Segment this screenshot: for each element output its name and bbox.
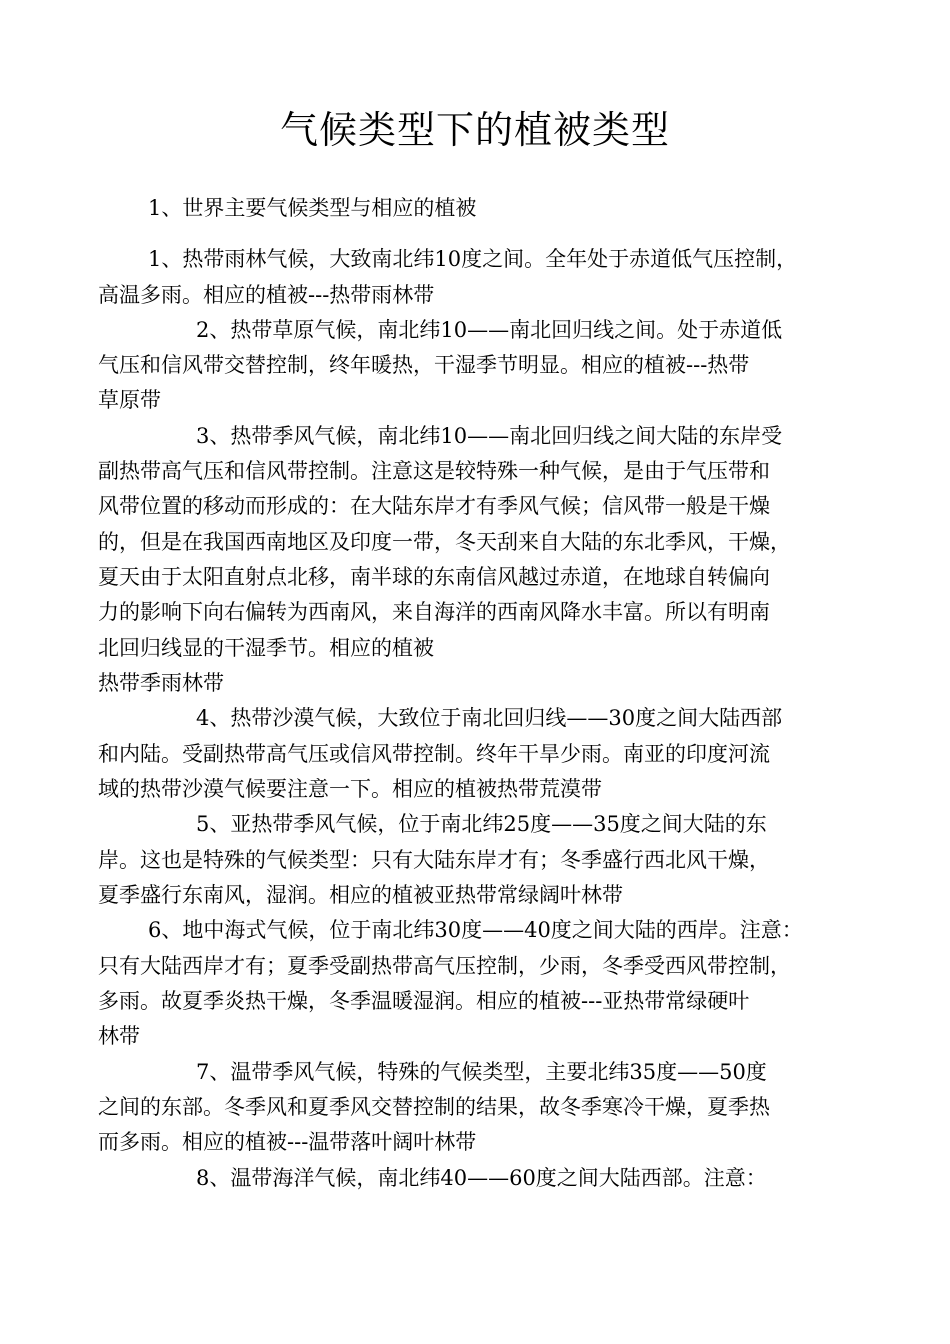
paragraph-line: 林带: [98, 1024, 140, 1048]
paragraph-line: 7、温带季风气候，特殊的气候类型，主要北纬35度——50度: [196, 1060, 767, 1084]
paragraph-line: 高温多雨。相应的植被---热带雨林带: [98, 283, 435, 307]
section-heading: 1、世界主要气候类型与相应的植被: [148, 196, 477, 220]
paragraph-line: 和内陆。受副热带高气压或信风带控制。终年干旱少雨。南亚的印度河流: [98, 742, 770, 766]
paragraph-line: 3、热带季风气候，南北纬10——南北回归线之间大陆的东岸受: [196, 424, 783, 448]
paragraph-line: 北回归线显的干湿季节。相应的植被: [98, 636, 434, 660]
paragraph-line: 6、地中海式气候，位于南北纬30度——40度之间大陆的西岸。注意：: [148, 918, 803, 942]
paragraph-line: 2、热带草原气候，南北纬10——南北回归线之间。处于赤道低: [196, 318, 783, 342]
paragraph-line: 夏季盛行东南风，湿润。相应的植被亚热带常绿阔叶林带: [98, 883, 623, 907]
paragraph-line: 4、热带沙漠气候，大致位于南北回归线——30度之间大陆西部: [196, 706, 783, 730]
paragraph-line: 岸。这也是特殊的气候类型：只有大陆东岸才有；冬季盛行西北风干燥，: [98, 848, 770, 872]
paragraph-line: 草原带: [98, 388, 161, 412]
paragraph-line: 力的影响下向右偏转为西南风，来自海洋的西南风降水丰富。所以有明南: [98, 600, 770, 624]
paragraph-line: 8、温带海洋气候，南北纬40——60度之间大陆西部。注意：: [196, 1166, 767, 1190]
paragraph-line: 而多雨。相应的植被---温带落叶阔叶林带: [98, 1130, 477, 1154]
paragraph-line: 1、热带雨林气候，大致南北纬10度之间。全年处于赤道低气压控制，: [148, 247, 798, 271]
paragraph-line: 风带位置的移动而形成的：在大陆东岸才有季风气候；信风带一般是干燥: [98, 494, 770, 518]
paragraph-line: 5、亚热带季风气候，位于南北纬25度——35度之间大陆的东: [196, 812, 767, 836]
paragraph-line: 的，但是在我国西南地区及印度一带，冬天刮来自大陆的东北季风，干燥，: [98, 530, 791, 554]
paragraph-line: 气压和信风带交替控制，终年暖热，干湿季节明显。相应的植被---热带: [98, 353, 750, 377]
paragraph-line: 只有大陆西岸才有；夏季受副热带高气压控制，少雨，冬季受西风带控制，: [98, 954, 791, 978]
paragraph-line: 之间的东部。冬季风和夏季风交替控制的结果，故冬季寒冷干燥，夏季热: [98, 1095, 770, 1119]
paragraph-line: 域的热带沙漠气候要注意一下。相应的植被热带荒漠带: [98, 777, 602, 801]
paragraph-line: 热带季雨林带: [98, 671, 224, 695]
paragraph-line: 夏天由于太阳直射点北移，南半球的东南信风越过赤道，在地球自转偏向: [98, 565, 770, 589]
paragraph-line: 副热带高气压和信风带控制。注意这是较特殊一种气候，是由于气压带和: [98, 459, 770, 483]
paragraph-line: 多雨。故夏季炎热干燥，冬季温暖湿润。相应的植被---亚热带常绿硬叶: [98, 989, 750, 1013]
page-title: 气候类型下的植被类型: [279, 108, 670, 152]
